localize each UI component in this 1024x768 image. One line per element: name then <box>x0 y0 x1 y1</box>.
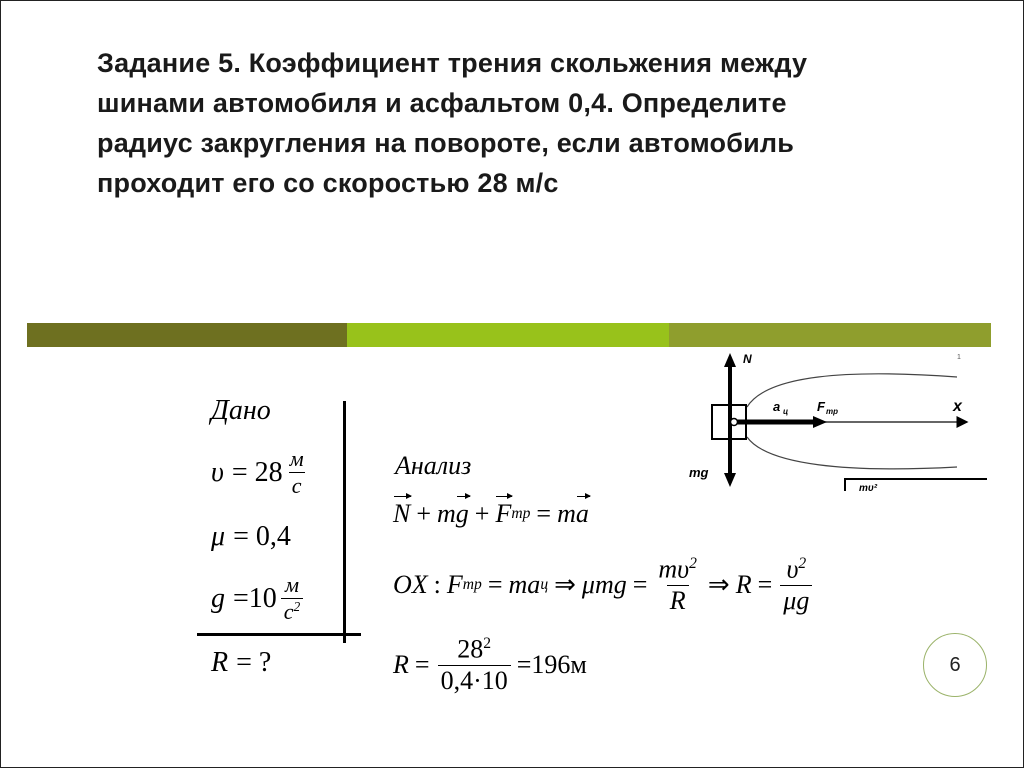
unknown-equals: = ? <box>236 647 272 678</box>
implies-2: ⇒ <box>707 570 730 600</box>
implies-1: ⇒ <box>554 570 576 600</box>
ox-projection <box>393 555 814 616</box>
mass-1: m <box>437 499 456 528</box>
velocity-symbol: υ <box>211 456 224 488</box>
center-point <box>731 419 738 426</box>
vec-N: N <box>393 499 411 528</box>
label-mg: mg <box>689 465 709 480</box>
colon: : <box>433 570 441 600</box>
unknown-symbol: R <box>211 647 229 678</box>
mu-m-g: μmg <box>581 570 627 600</box>
fraction-2-den: μg <box>780 585 812 616</box>
decorative-band <box>27 323 991 347</box>
label-corner: 1 <box>957 354 961 361</box>
given-mu <box>211 521 291 553</box>
title-line-1: Задание 5. Коэффициент трения скольжения между <box>97 48 808 78</box>
newton-second-law <box>393 499 589 529</box>
plus-1: + <box>416 499 432 528</box>
velocity-unit-den: с <box>289 472 305 498</box>
g-unit <box>281 573 303 624</box>
g-unit-den-exp: 2 <box>293 599 301 615</box>
given-heading: Дано <box>211 395 271 426</box>
trajectory-lower <box>747 437 957 469</box>
mg-arrowhead <box>724 473 736 487</box>
F-subscript: тр <box>511 505 531 522</box>
task-title <box>97 43 917 203</box>
friction-F: F <box>446 570 463 600</box>
analysis-heading: Анализ <box>395 451 472 480</box>
fraction-2-num-base: υ <box>786 554 799 584</box>
fraction-1 <box>655 555 700 616</box>
title-line-3: радиус закругления на повороте, если автомобиль <box>97 128 795 158</box>
result-value: =196м <box>516 650 587 680</box>
force-diagram <box>687 345 987 495</box>
equals: = <box>536 499 552 528</box>
vec-F: F <box>495 499 512 528</box>
mu-symbol: μ <box>211 521 226 552</box>
label-partial: mυ² <box>859 483 878 494</box>
title-line-2: шинами автомобиля и асфальтом 0,4. Определите <box>97 88 787 118</box>
plus-2: + <box>474 499 490 528</box>
radius-R: R <box>735 570 752 600</box>
result-num <box>454 635 494 665</box>
g-symbol: g <box>211 582 225 614</box>
friction-arrowhead <box>813 416 827 428</box>
result-eq: = <box>414 650 430 680</box>
mass-2: m <box>557 499 576 528</box>
result-R: R <box>393 650 409 680</box>
fraction-2 <box>780 555 812 616</box>
friction-sub: тр <box>462 576 482 594</box>
fraction-1-num-exp: 2 <box>689 555 697 572</box>
velocity-unit <box>287 447 307 498</box>
vec-g: g <box>455 499 469 528</box>
g-unit-den-base: с <box>283 599 294 625</box>
eq-3: = <box>757 570 773 600</box>
axis-label: OX <box>393 570 428 600</box>
band-segment-1 <box>27 323 347 347</box>
label-x: x <box>953 398 962 415</box>
label-N: N <box>743 352 752 366</box>
fraction-1-num <box>655 555 700 585</box>
g-equals: =10 <box>233 582 277 614</box>
fraction-2-num-exp: 2 <box>798 555 807 572</box>
velocity-unit-num: м <box>289 446 304 471</box>
given-velocity <box>211 447 309 498</box>
ma: ma <box>508 570 541 600</box>
given-vertical-rule <box>343 401 346 643</box>
label-a: a <box>773 399 781 414</box>
label-a-sub: ц <box>783 407 789 416</box>
given-g <box>211 573 305 624</box>
given-unknown <box>211 647 271 679</box>
page-number-badge: 6 <box>923 633 987 697</box>
result-num-exp: 2 <box>483 635 492 652</box>
N-arrowhead <box>724 353 736 367</box>
fraction-1-den: R <box>667 585 689 616</box>
label-F-sub: тр <box>826 407 838 416</box>
fraction-1-num-base: mυ <box>658 554 690 584</box>
result-num-base: 28 <box>457 634 484 664</box>
result-fraction <box>438 635 511 696</box>
result-den: 0,4·10 <box>438 665 511 696</box>
eq-2: = <box>632 570 648 600</box>
velocity-equals: = 28 <box>231 456 283 488</box>
band-segment-3 <box>669 323 991 347</box>
g-unit-num: м <box>284 572 299 597</box>
label-F: F <box>817 399 825 414</box>
eq-1: = <box>487 570 503 600</box>
vec-a: a <box>575 499 589 528</box>
g-unit-den <box>281 598 303 624</box>
result-equation <box>393 635 587 696</box>
mu-equals: = 0,4 <box>233 521 291 552</box>
band-segment-2 <box>347 323 669 347</box>
given-horizontal-rule <box>197 633 361 636</box>
title-line-4: проходит его со скоростью 28 м/с <box>97 168 559 198</box>
ma-sub: ц <box>540 576 549 594</box>
fraction-2-num <box>783 555 809 585</box>
